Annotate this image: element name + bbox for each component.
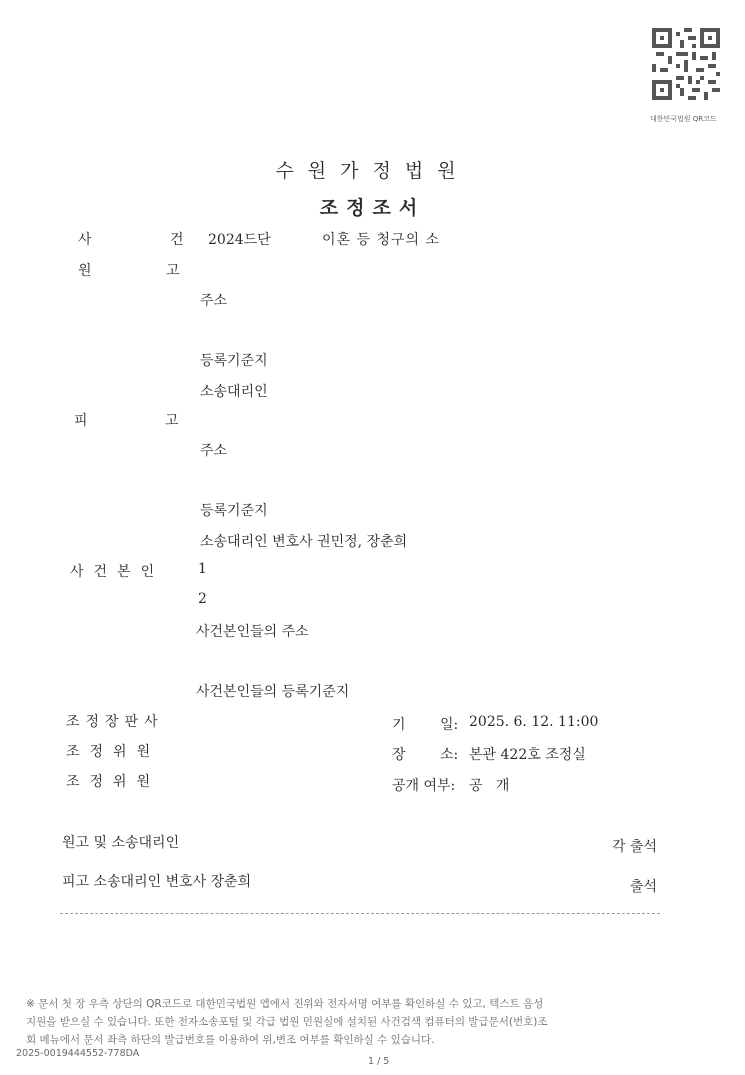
plaintiff-address-label: 주소	[200, 293, 228, 309]
qr-code	[652, 28, 720, 100]
case-label-left: 사	[78, 232, 92, 248]
defendant-attorney: 소송대리인 변호사 권민정, 장춘희	[200, 534, 408, 550]
case-name: 이혼 등 청구의 소	[322, 232, 441, 248]
qr-caption: 대한민국법원 QR코드	[650, 115, 717, 123]
public-label: 공개 여부:	[392, 778, 456, 794]
place-label-b: 소:	[440, 747, 459, 763]
dotted-divider	[60, 913, 660, 914]
place-value: 본관 422호 조정실	[469, 747, 586, 763]
member2-label: 조정위원	[66, 774, 161, 790]
plaintiff-attorney-label: 소송대리인	[200, 384, 268, 400]
issue-code: 2025-0019444552-778DA	[16, 1048, 140, 1059]
attendance-row-2: 피고 소송대리인 변호사 장춘희	[62, 874, 252, 890]
footer-notice-line-3: 회 메뉴에서 문서 좌측 하단의 발급번호를 이용하여 위,변조 여부를 확인하실 수 있습니다.	[26, 1034, 435, 1046]
principals-address-label: 사건본인들의 주소	[196, 624, 309, 640]
plaintiff-label-left: 원	[78, 263, 92, 279]
defendant-label-left: 피	[74, 413, 88, 429]
principal-item-1: 1	[198, 561, 207, 577]
date-label-b: 일:	[440, 717, 459, 733]
document-title: 조정조서	[319, 197, 426, 219]
plaintiff-label-right: 고	[166, 263, 180, 279]
attendance-status-1: 각 출석	[612, 839, 658, 855]
public-value: 공 개	[469, 778, 510, 794]
page-number: 1 / 5	[368, 1056, 390, 1067]
footer-notice-line-2: 지원을 받으실 수 있습니다. 또한 전자소송포털 및 각급 법원 민원실에 설치된 사건검색 컴퓨터의 발급문서(번호)조	[26, 1016, 548, 1028]
defendant-registry-label: 등록기준지	[200, 503, 268, 519]
case-number: 2024드단	[208, 232, 271, 248]
principal-item-2: 2	[198, 591, 207, 607]
principals-registry-label: 사건본인들의 등록기준지	[196, 684, 350, 700]
footer-notice-line-1: ※ 문서 첫 장 우측 상단의 QR코드로 대한민국법원 앱에서 진위와 전자서명 여부를 확인하실 수 있고, 텍스트 음성	[26, 998, 544, 1010]
defendant-label-right: 고	[165, 413, 179, 429]
date-value: 2025. 6. 12. 11:00	[469, 714, 599, 730]
plaintiff-registry-label: 등록기준지	[200, 353, 268, 369]
place-label-a: 장	[392, 747, 406, 763]
judge-label: 조정장판사	[66, 714, 164, 730]
court-name: 수원가정법원	[275, 160, 470, 182]
attendance-status-2: 출석	[630, 879, 658, 895]
attendance-row-1: 원고 및 소송대리인	[62, 835, 180, 851]
defendant-address-label: 주소	[200, 443, 228, 459]
date-label-a: 기	[392, 717, 406, 733]
principals-label: 사건본인	[70, 564, 165, 580]
member1-label: 조정위원	[66, 744, 161, 760]
case-label-right: 건	[170, 232, 184, 248]
